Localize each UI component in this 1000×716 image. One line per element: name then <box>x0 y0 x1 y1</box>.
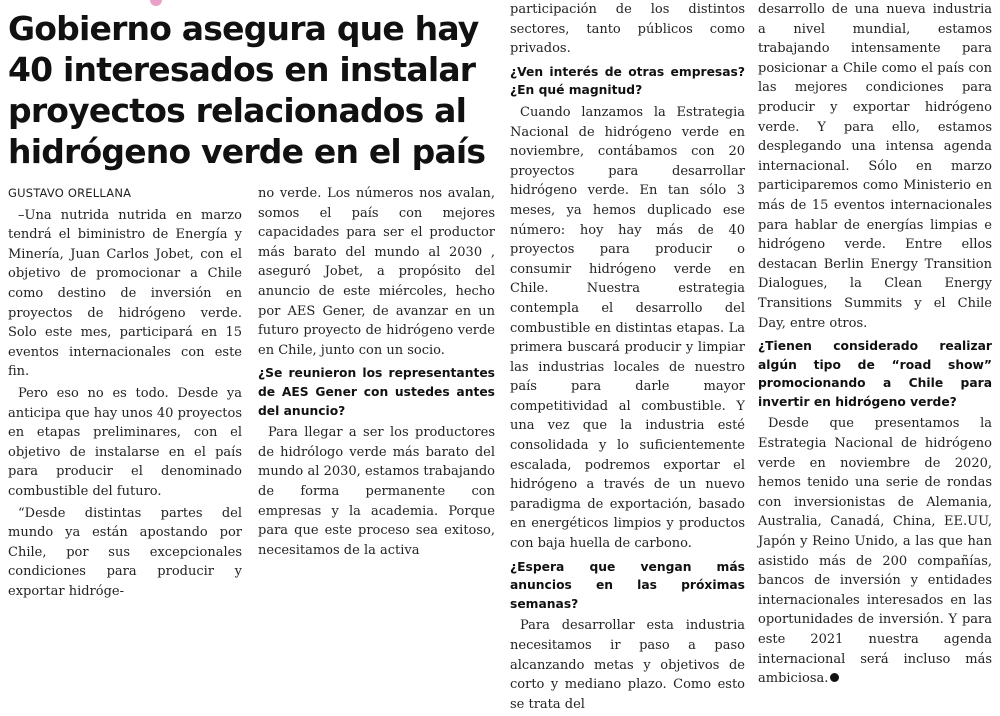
article-column-4 <box>758 0 992 691</box>
article-column-2 <box>258 184 495 562</box>
interview-question: ¿Espera que vengan más anuncios en las próximas semanas? <box>510 559 745 611</box>
article-paragraph: Pero eso no es todo. Desde ya anticipa que hay unos 40 proyectos en etapas preliminares, con el objetivo de instalarse en el país para producir el denominado combustible del futuro. <box>8 385 242 499</box>
end-of-article-icon <box>830 673 839 682</box>
article-column-3 <box>510 0 745 716</box>
article-paragraph: Para llegar a ser los productores de hidrólogo verde más barato del mundo al 2030, estamos trabajando de forma permanente con empresas y la academia. Porque para que este proceso sea exitoso, necesitamos de la activa <box>258 425 495 558</box>
article-paragraph: desarrollo de una nueva industria a nivel mundial, estamos trabajando intensamente para posicionar a Chile como el país con las mejores condiciones para producir y exportar hidrógeno verde. Y para ello, estamos desplegando una intensa agenda internacional. Sólo en marzo participaremos como Ministerio en más de 15 eventos internacionales para hablar de energías limpias e hidrógeno verde. Entre ellos destacan Berlin Energy Transition Dialogues, la Clean Energy Transitions Summits y el Chile Day, entre otros. <box>758 2 992 331</box>
article-paragraph: participación de los distintos sectores, tanto públicos como privados. <box>510 2 745 57</box>
article-paragraph: Desde que presentamos la Estrategia Nacional de hidrógeno verde en noviembre de 2020, hemos tenido una serie de rondas con inversionistas de Alemania, Australia, Canadá, China, EE.UU, Japón y Reino Unido, a las que han asistido más de 200 compañías, bancos de inversión y entidades internacionales interesados en las oportunidades de inversión. Y para este 2021 nuestra agenda internacional será incluso más ambiciosa. <box>758 416 992 687</box>
article-headline: Gobierno asegura que hay 40 interesados en instalar proyectos relacionados al hidrógeno verde en el país <box>8 9 486 171</box>
interview-question: ¿Ven interés de otras empresas? ¿En qué magnitud? <box>510 64 745 98</box>
decorative-dot <box>150 0 162 6</box>
article-paragraph: –Una nutrida nutrida en marzo tendrá el biministro de Energía y Minería, Juan Carlos Jobet, con el objetivo de promocionar a Chile como destino de inversión en proyectos de hidrógeno verde. Solo este mes, participará en 15 eventos internacionales con este fin. <box>8 207 242 380</box>
article-paragraph: Cuando lanzamos la Estrategia Nacional de hidrógeno verde en noviembre, contábamos con 20 proyectos para desarrollar hidrógeno verde. En tan sólo 3 meses, ya hemos duplicado ese número: hoy hay más de 40 proyectos para producir o consumir hidrógeno verde en Chile. Nuestra estrategia contempla el desarrollo del combustible en distintas etapas. La primera buscará producir y limpiar las industrias locales de nuestro país para darle mayor competitividad al combustible. Y una vez que la industria esté consolidada y lo suficientemente escalada, podremos exportar el hidrógeno a través de un nuevo paradigma de exportación, basado en energéticos limpios y productos con baja huella de carbono. <box>510 104 745 552</box>
article-paragraph: “Desde distintas partes del mundo ya están apostando por Chile, por sus excepcionales condiciones para producir y exportar hidróge- <box>8 505 242 599</box>
article-paragraph: no verde. Los números nos avalan, somos el país con mejores capacidades para ser el productor más barato del mundo al 2030 , aseguró Jobet, a propósito del anuncio de este miércoles, hecho por AES Gener, de avanzar en un futuro proyecto de hidrógeno verde en Chile, junto con un socio. <box>258 186 495 358</box>
interview-question: ¿Tienen considerado realizar algún tipo de “road show” promocionando a Chile para invertir en hidrógeno verde? <box>758 339 992 409</box>
article-paragraph: Para desarrollar esta industria necesitamos ir paso a paso alcanzando metas y objetivos de corto y mediano plazo. Como esto se trata del <box>510 618 745 712</box>
article-byline: GUSTAVO ORELLANA <box>8 186 132 200</box>
interview-question: ¿Se reunieron los representantes de AES Gener con ustedes antes del anuncio? <box>258 366 495 418</box>
article-column-1 <box>8 184 242 603</box>
